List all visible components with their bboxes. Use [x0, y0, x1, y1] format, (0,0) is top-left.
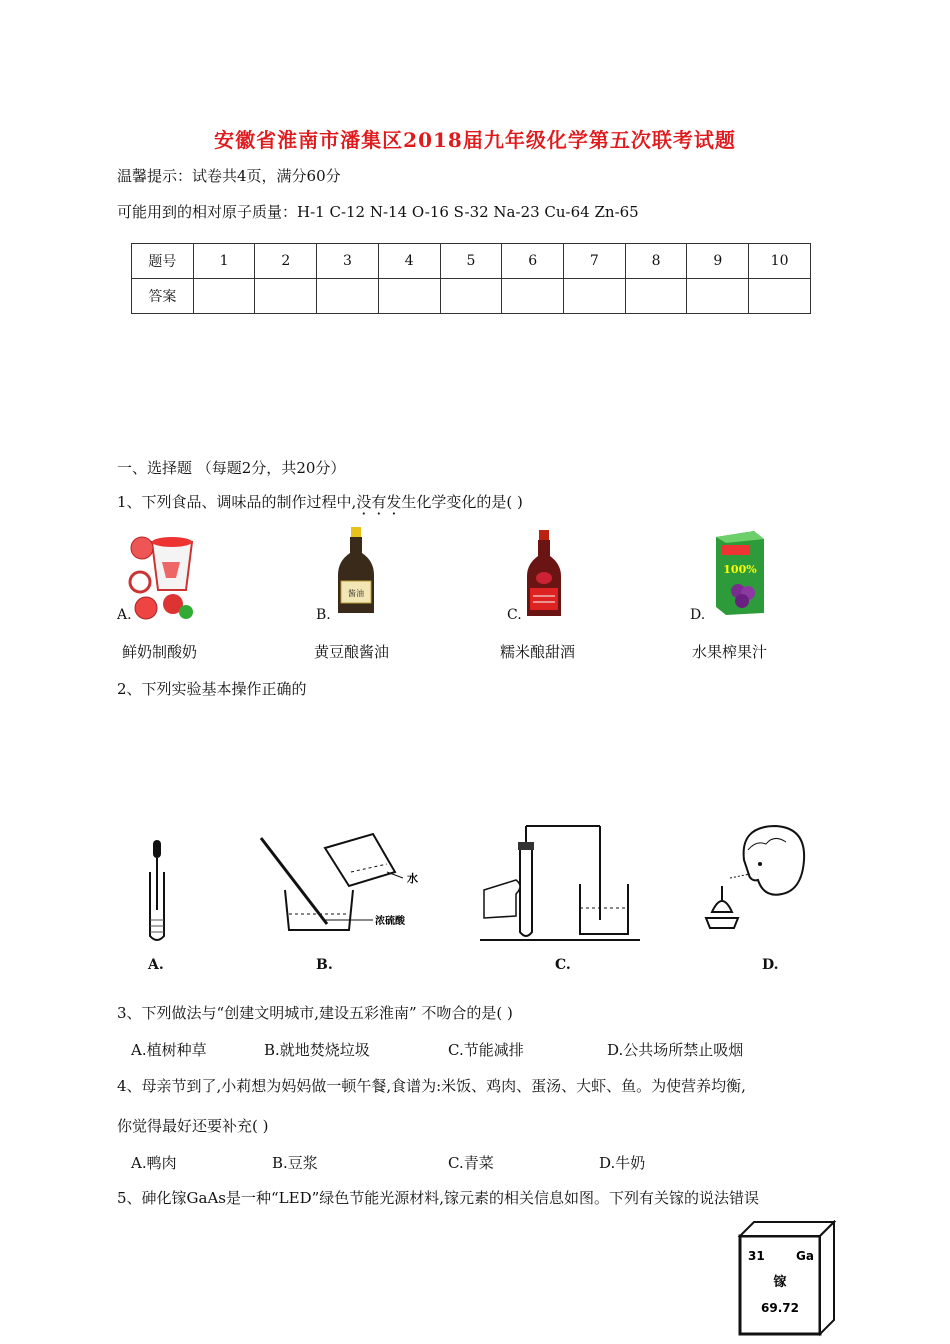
table-cell: 5	[440, 244, 502, 279]
q4-option-d[interactable]: D.牛奶	[599, 1154, 646, 1172]
answer-cell[interactable]	[193, 279, 255, 314]
table-cell: 8	[625, 244, 687, 279]
tip-text: 温馨提示：试卷共4页，满分60分	[117, 167, 341, 185]
dropper-in-tube-icon	[140, 838, 174, 946]
answer-cell[interactable]	[378, 279, 440, 314]
q1-option-a[interactable]: A.	[117, 607, 132, 623]
section-heading: 一、选择题 （每题2分，共20分）	[117, 459, 346, 477]
airtightness-check-figure	[480, 820, 642, 942]
water-label: 水	[407, 872, 418, 885]
answer-cell[interactable]	[564, 279, 626, 314]
answer-cell[interactable]	[255, 279, 317, 314]
acid-label: 浓硫酸	[375, 916, 405, 927]
table-row	[132, 279, 811, 314]
table-cell: 4	[378, 244, 440, 279]
q4-option-b[interactable]: B.豆浆	[272, 1154, 318, 1172]
bottle-label: 酱油	[348, 589, 364, 598]
emphasis-char: 有	[371, 493, 387, 511]
table-cell: 2	[255, 244, 317, 279]
table-header-answer: 答案	[132, 279, 194, 314]
soy-sauce-bottle-icon	[334, 525, 378, 617]
q1-option-d[interactable]: D.	[690, 607, 706, 623]
q3-option-b[interactable]: B.就地焚烧垃圾	[264, 1041, 370, 1059]
element-number: 31	[748, 1249, 765, 1263]
table-cell: 1	[193, 244, 255, 279]
q3-option-a[interactable]: A.植树种草	[131, 1041, 207, 1059]
answer-cell[interactable]	[317, 279, 379, 314]
answer-cell[interactable]	[625, 279, 687, 314]
answer-cell[interactable]	[440, 279, 502, 314]
page-title: 安徽省淮南市潘集区2018届九年级化学第五次联考试题	[214, 128, 736, 152]
q1-caption-b: 黄豆酿酱油	[314, 643, 390, 661]
q1-text-post: 生化学变化的是( )	[401, 493, 523, 511]
question-4-line2: 你觉得最好还要补充( )	[117, 1117, 269, 1135]
q4-option-c[interactable]: C.青菜	[448, 1154, 494, 1172]
q1-option-c[interactable]: C.	[507, 607, 522, 623]
yogurt-icon	[128, 532, 198, 624]
question-3: 3、下列做法与“创建文明城市,建设五彩淮南” 不吻合的是( )	[117, 1004, 513, 1022]
q1-caption-a: 鲜奶制酸奶	[122, 643, 198, 661]
atomic-mass-text: 可能用到的相对原子质量：H-1 C-12 N-14 O-16 S-32 Na-23 Cu-64 Zn-65	[117, 203, 639, 221]
emphasis-char: 发	[386, 493, 402, 511]
element-name: 镓	[773, 1275, 787, 1290]
juice-box-label: 100%	[723, 563, 757, 576]
table-cell: 10	[749, 244, 811, 279]
q2-option-b[interactable]: B.	[316, 957, 333, 973]
q1-caption-c: 糯米酿甜酒	[500, 643, 576, 661]
table-cell: 7	[564, 244, 626, 279]
q3-option-d[interactable]: D.公共场所禁止吸烟	[607, 1041, 744, 1059]
q2-option-d[interactable]: D.	[762, 957, 779, 973]
table-cell: 3	[317, 244, 379, 279]
answer-cell[interactable]	[502, 279, 564, 314]
juice-box-icon	[712, 527, 768, 617]
question-5: 5、砷化镓GaAs是一种“LED”绿色节能光源材料,镓元素的相关信息如图。下列有关镓的说法错误	[117, 1189, 760, 1207]
q4-option-a[interactable]: A.鸭肉	[131, 1154, 177, 1172]
q1-text-pre: 1、下列食品、调味品的制作过程中,	[117, 493, 357, 511]
dilute-acid-figure	[255, 828, 445, 938]
gallium-element-cell	[734, 1220, 842, 1338]
q1-option-b[interactable]: B.	[316, 607, 331, 623]
q2-option-c[interactable]: C.	[555, 957, 571, 973]
wine-bottle-icon	[524, 528, 564, 620]
question-4-line1: 4、母亲节到了,小莉想为妈妈做一顿午餐,食谱为:米饭、鸡肉、蛋汤、大虾、鱼。为使营养均衡,	[117, 1077, 746, 1095]
question-1	[117, 491, 523, 512]
answer-cell[interactable]	[749, 279, 811, 314]
element-symbol: Ga	[796, 1249, 814, 1263]
q1-caption-d: 水果榨果汁	[692, 643, 768, 661]
table-cell: 6	[502, 244, 564, 279]
table-header-number: 题号	[132, 244, 194, 279]
table-row	[132, 244, 811, 279]
question-2: 2、下列实验基本操作正确的	[117, 680, 307, 698]
smell-gas-figure	[700, 820, 810, 938]
table-cell: 9	[687, 244, 749, 279]
emphasis-char: 没	[356, 493, 372, 511]
element-mass: 69.72	[761, 1301, 799, 1315]
answer-cell[interactable]	[687, 279, 749, 314]
q2-option-a[interactable]: A.	[148, 957, 164, 973]
q3-option-c[interactable]: C.节能减排	[448, 1041, 524, 1059]
answer-table	[131, 243, 811, 314]
